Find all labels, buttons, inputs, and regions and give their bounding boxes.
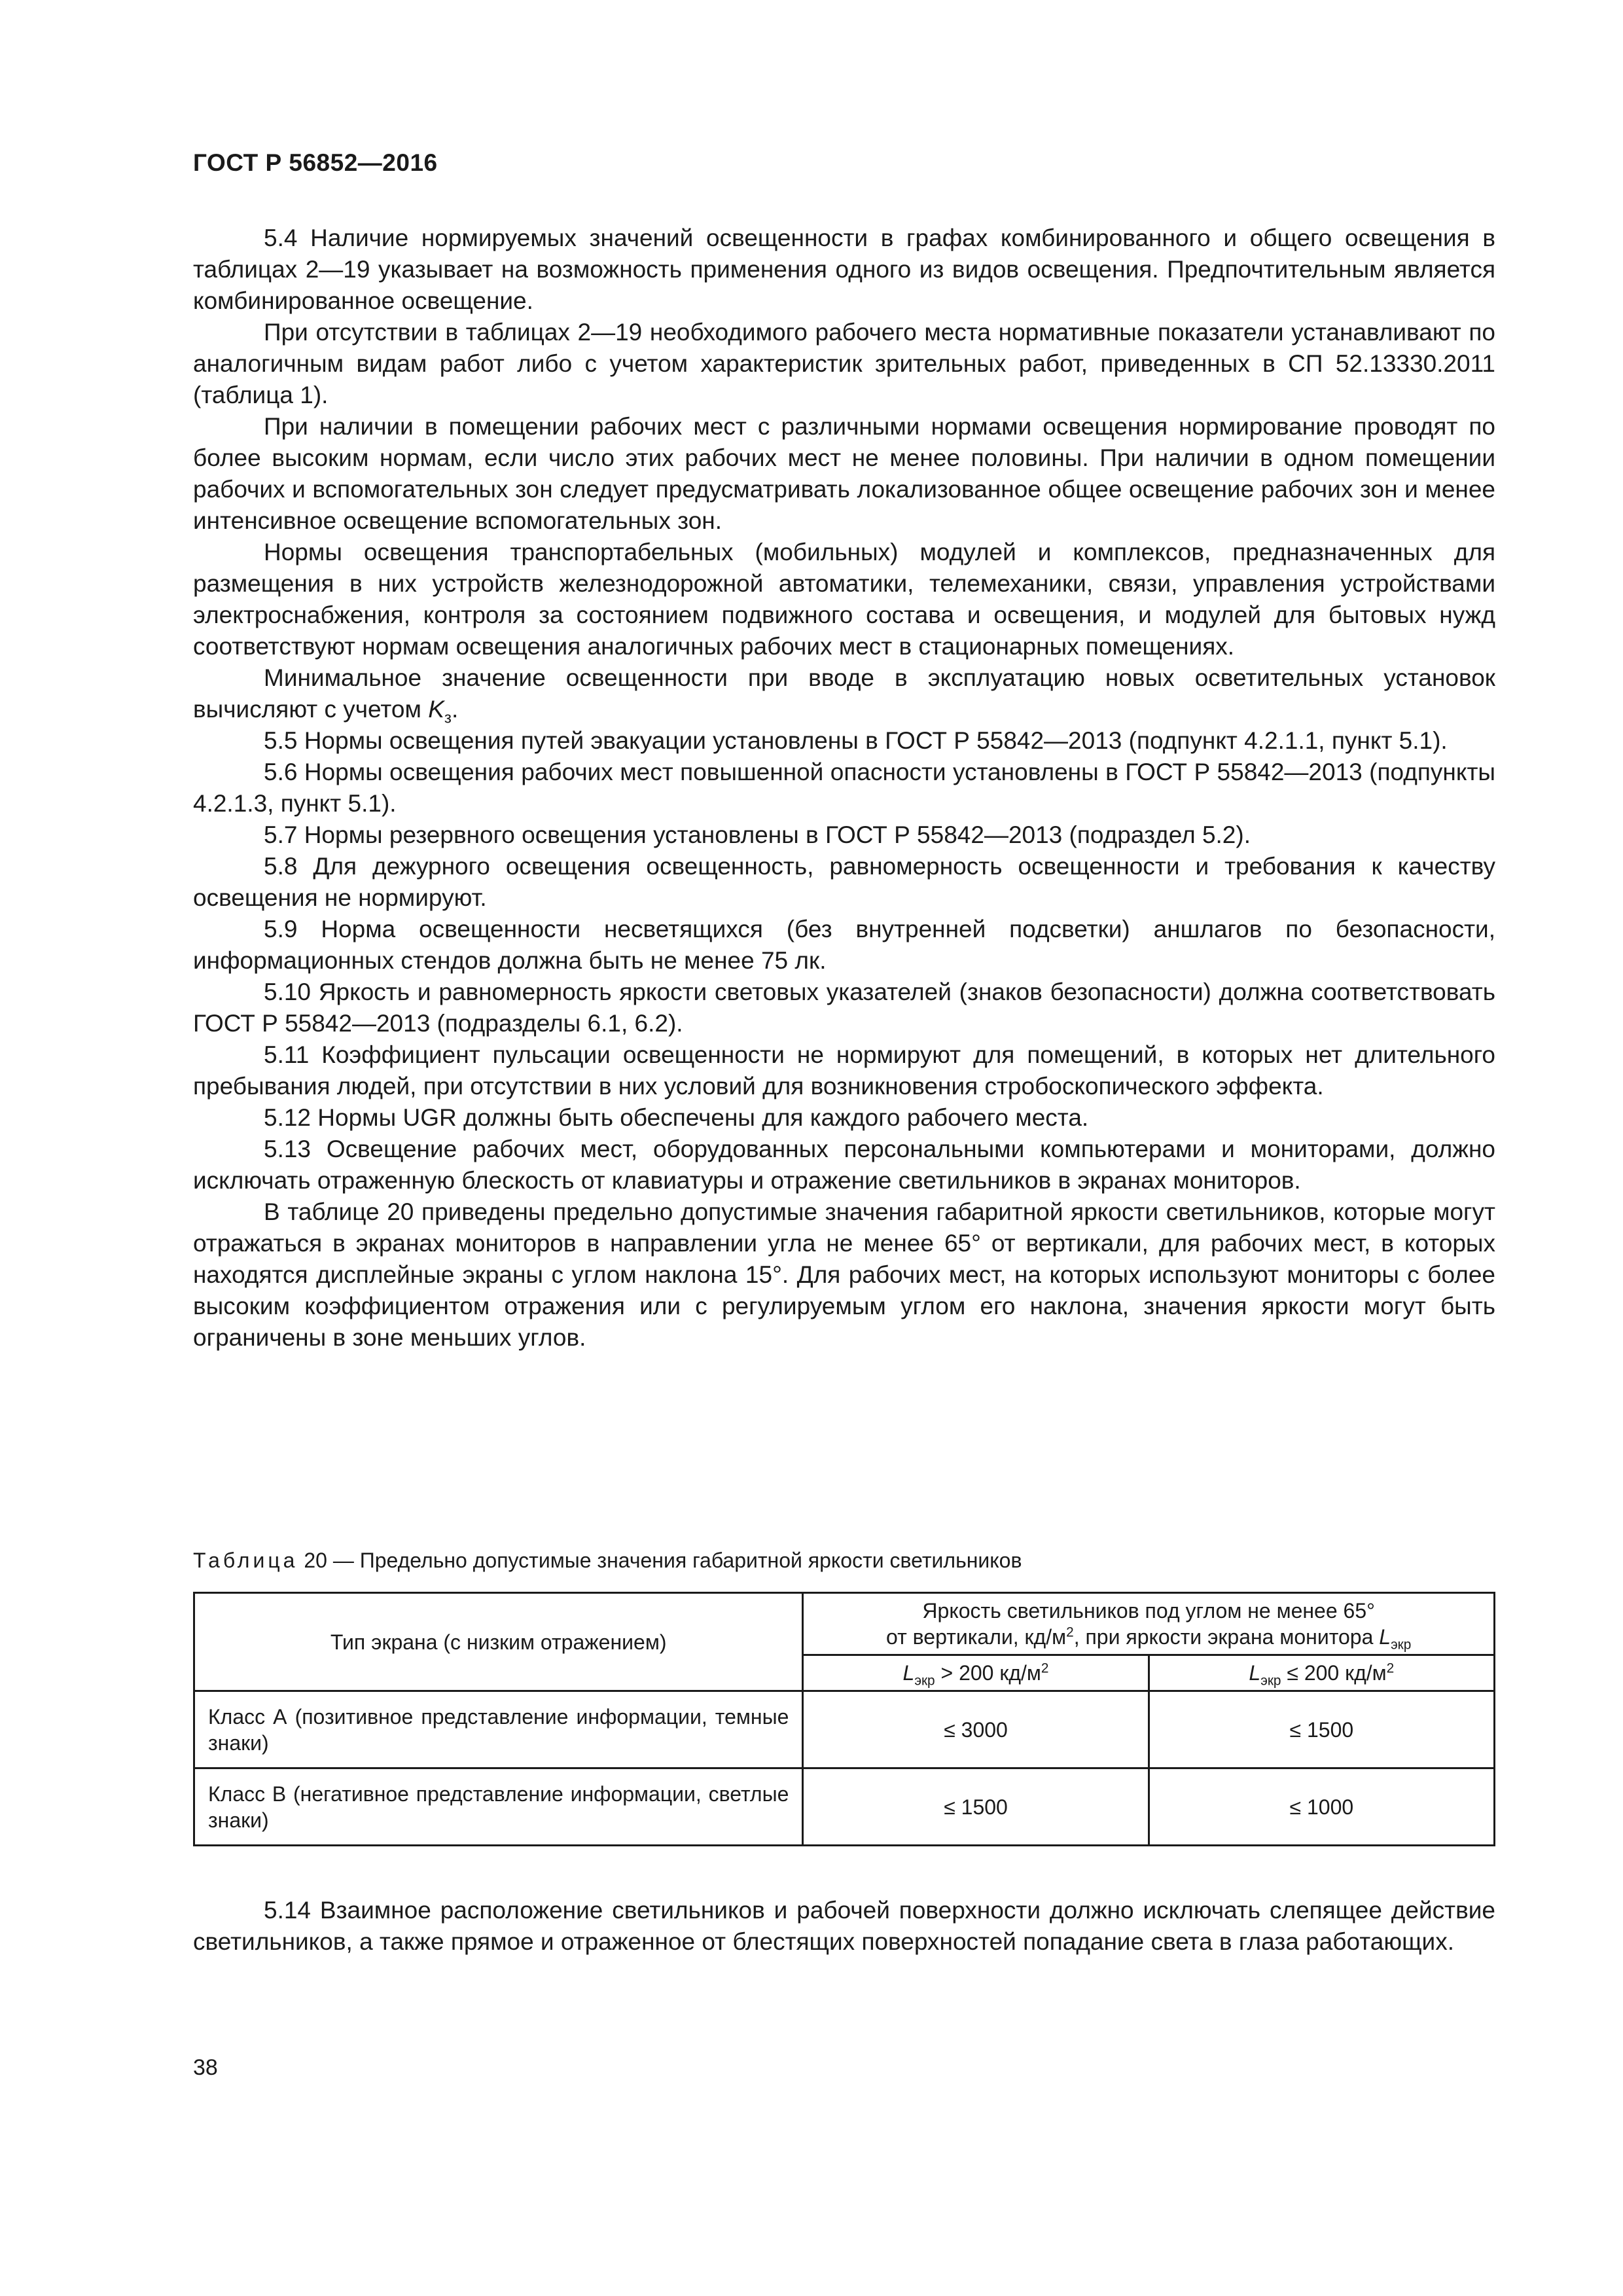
- subcol-below-200: [1149, 1655, 1494, 1691]
- subcol-above-L-sub: экр: [914, 1673, 935, 1689]
- subcol-below-L: L: [1249, 1661, 1261, 1685]
- table-caption-word: Таблица: [193, 1549, 298, 1572]
- table-caption: [193, 1549, 1022, 1573]
- page-number: 38: [193, 2055, 218, 2080]
- subcol-below-L-sub: экр: [1260, 1673, 1281, 1689]
- col-brightness: [803, 1593, 1495, 1655]
- paragraph-5-14: 5.14 Взаимное расположение светильников и рабочей поверхности должно исключать слепящее действие светильников, а также прямое и отраженное от блестящих поверхностей попадание света в глаза работающих.: [193, 1897, 1495, 1955]
- paragraph-5-11: 5.11 Коэффициент пульсации освещенности не нормируют для помещений, в которых нет длительного пребывания людей, при отсутствии в них условий для возникновения стробоскопического эффекта.: [193, 1041, 1495, 1100]
- paragraph-k3: [193, 662, 1495, 725]
- k3-subscript: з: [444, 709, 452, 727]
- col-brightness-L: L: [1379, 1625, 1391, 1649]
- paragraph-table-intro: В таблице 20 приведены предельно допустимые значения габаритной яркости светильников, которые могут отражаться в экранах мониторов в направлении угла не менее 65° от вертикали, для рабочих мест, в которых находятся дисплейные экраны с углом наклона 15°. Для рабочих мест, на которых используют мониторы с более высоким коэффициентом отражения или с регулируемым углом его наклона, значения яркости могут быть ограничены в зоне меньших углов.: [193, 1198, 1495, 1351]
- body-text: [193, 223, 1495, 1354]
- paragraph-absence: При отсутствии в таблицах 2—19 необходимого рабочего места нормативные показатели устанавливают по аналогичным видам работ либо с учетом характеристик зрительных работ, приведенных в СП 52.13330.2011 (таблица 1).: [193, 319, 1495, 408]
- paragraph-k3-end: .: [451, 696, 459, 723]
- paragraph-different-norms: При наличии в помещении рабочих мест с различными нормами освещения нормирование проводят по более высоким нормам, если число этих рабочих мест не менее половины. При наличии в одном помещении рабочих и вспомогательных зон следует предусматривать локализованное общее освещение рабочих зон и менее интенсивное освещение вспомогательных зон.: [193, 413, 1495, 534]
- col-brightness-line2b: , при яркости экрана монитора: [1073, 1625, 1374, 1649]
- col-brightness-sup: 2: [1066, 1624, 1074, 1640]
- col-screen-type: Тип экрана (с низким отражением): [194, 1593, 803, 1691]
- row-class-b-label: Класс В (негативное представление информации, светлые знаки): [194, 1768, 803, 1846]
- subcol-above-sup: 2: [1041, 1660, 1049, 1676]
- standard-header: ГОСТ Р 56852—2016: [193, 149, 438, 176]
- table-caption-text: 20 — Предельно допустимые значения габаритной яркости светильников: [304, 1549, 1022, 1572]
- paragraph-k3-text: Минимальное значение освещенности при вводе в эксплуатацию новых осветительных установок вычисляют с учетом: [193, 664, 1495, 723]
- paragraph-5-12: 5.12 Нормы UGR должны быть обеспечены для каждого рабочего места.: [264, 1104, 1089, 1131]
- row-class-a-value-2: ≤ 1500: [1149, 1691, 1494, 1768]
- paragraph-mobile-modules: Нормы освещения транспортабельных (мобильных) модулей и комплексов, предназначенных для размещения в них устройств железнодорожной автоматики, телемеханики, связи, управления устройствами электроснабжения, контроля за состоянием подвижного состава и освещения, и модулей для бытовых нужд соответствуют нормам освещения аналогичных рабочих мест в стационарных помещениях.: [193, 539, 1495, 660]
- paragraph-5-10: 5.10 Яркость и равномерность яркости световых указателей (знаков безопасности) должна соответствовать ГОСТ Р 55842—2013 (подразделы 6.1, 6.2).: [193, 978, 1495, 1037]
- table-header-row: [194, 1593, 1495, 1655]
- subcol-below-sup: 2: [1386, 1660, 1395, 1676]
- k3-symbol: K: [428, 696, 444, 723]
- row-class-a-label: Класс А (позитивное представление информации, темные знаки): [194, 1691, 803, 1768]
- subcol-below-op: ≤ 200 кд/м: [1287, 1661, 1387, 1685]
- subcol-above-200: [803, 1655, 1149, 1691]
- paragraph-5-9: 5.9 Норма освещенности несветящихся (без внутренней подсветки) аншлагов по безопасности, информационных стендов должна быть не менее 75 лк.: [193, 916, 1495, 974]
- subcol-above-L: L: [902, 1661, 915, 1685]
- paragraph-5-7: 5.7 Нормы резервного освещения установлены в ГОСТ Р 55842—2013 (подраздел 5.2).: [264, 821, 1251, 848]
- paragraph-5-13: 5.13 Освещение рабочих мест, оборудованных персональными компьютерами и мониторами, должно исключать отраженную блескость от клавиатуры и отражение светильников в экранах мониторов.: [193, 1136, 1495, 1194]
- col-brightness-line1: Яркость светильников под углом не менее 65°: [922, 1599, 1375, 1623]
- after-table-text: [193, 1895, 1495, 1958]
- col-brightness-L-sub: экр: [1391, 1637, 1412, 1653]
- luminance-table: [193, 1592, 1495, 1846]
- row-class-b-value-2: ≤ 1000: [1149, 1768, 1494, 1846]
- row-class-a-value-1: ≤ 3000: [803, 1691, 1149, 1768]
- paragraph-5-4: 5.4 Наличие нормируемых значений освещенности в графах комбинированного и общего освещения в таблицах 2—19 указывает на возможность применения одного из видов освещения. Предпочтительным является комбинированное освещение.: [193, 224, 1495, 314]
- row-class-b-value-1: ≤ 1500: [803, 1768, 1149, 1846]
- table-row: [194, 1768, 1495, 1846]
- paragraph-5-8: 5.8 Для дежурного освещения освещенность, равномерность освещенности и требования к качеству освещения не нормируют.: [193, 853, 1495, 911]
- subcol-above-op: > 200 кд/м: [940, 1661, 1041, 1685]
- paragraph-5-5: 5.5 Нормы освещения путей эвакуации установлены в ГОСТ Р 55842—2013 (подпункт 4.2.1.1, пункт 5.1).: [264, 727, 1448, 754]
- paragraph-5-6: 5.6 Нормы освещения рабочих мест повышенной опасности установлены в ГОСТ Р 55842—2013 (подпункты 4.2.1.3, пункт 5.1).: [193, 759, 1495, 817]
- table-row: [194, 1691, 1495, 1768]
- col-brightness-line2a: от вертикали, кд/м: [886, 1625, 1067, 1649]
